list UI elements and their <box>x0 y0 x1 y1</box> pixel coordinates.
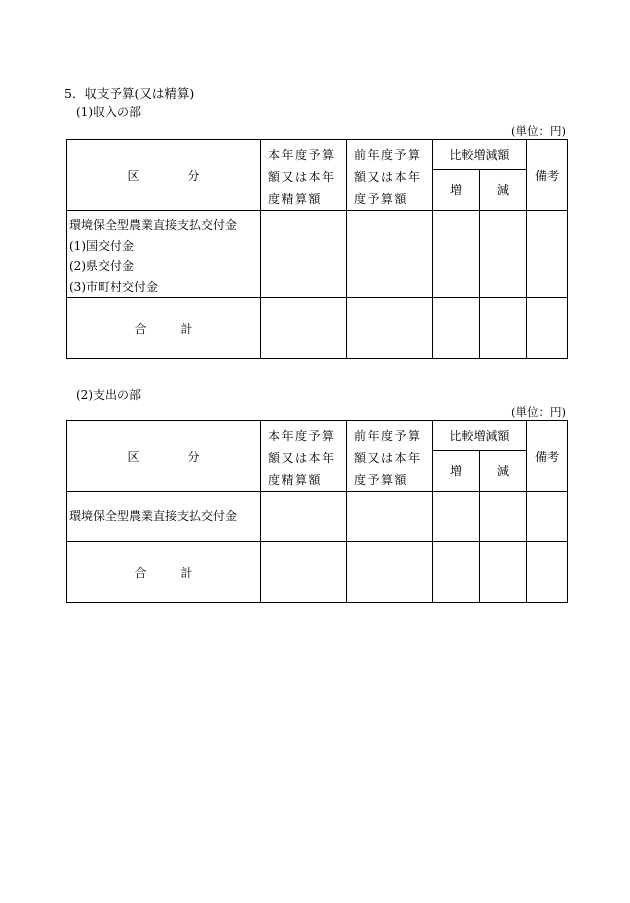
income-remarks-cell[interactable] <box>527 211 568 298</box>
expense-total-decrease-cell[interactable] <box>480 542 527 603</box>
expense-items-cell <box>67 492 261 542</box>
previous-year-header <box>347 421 433 492</box>
income-total-char-2: 計 <box>180 321 193 336</box>
income-items-cell <box>67 211 261 298</box>
income-item: (1)国交付金 <box>69 238 134 253</box>
previous-year-header-line-1: 前年度予算 <box>354 148 422 162</box>
previous-year-header-line-2: 額又は本年 <box>354 451 422 465</box>
category-header-char-2: 分 <box>187 449 200 464</box>
income-item: (3)市町村交付金 <box>69 279 158 294</box>
expense-table <box>66 420 568 603</box>
current-year-header-line-3: 度精算額 <box>268 473 323 487</box>
income-total-increase-cell[interactable] <box>433 298 480 359</box>
income-current-amount-cell[interactable] <box>261 211 347 298</box>
expense-total-current-cell[interactable] <box>261 542 347 603</box>
income-table <box>66 139 568 359</box>
comparison-header: 比較増減額 <box>433 140 527 170</box>
current-year-header-line-2: 額又は本年 <box>268 170 336 184</box>
remarks-header: 備考 <box>527 140 568 211</box>
expense-total-char-1: 合 <box>134 565 147 580</box>
current-year-header-line-1: 本年度予算 <box>268 429 336 443</box>
section-heading: 5．収支予算(又は精算) <box>64 86 195 101</box>
previous-year-header-line-3: 度予算額 <box>354 473 409 487</box>
income-decrease-cell[interactable] <box>480 211 527 298</box>
expense-decrease-cell[interactable] <box>480 492 527 542</box>
current-year-header-line-3: 度精算額 <box>268 192 323 206</box>
income-previous-amount-cell[interactable] <box>347 211 433 298</box>
expense-total-label <box>67 542 261 603</box>
income-total-char-1: 合 <box>134 321 147 336</box>
income-increase-cell[interactable] <box>433 211 480 298</box>
comparison-header: 比較増減額 <box>433 421 527 451</box>
previous-year-header <box>347 140 433 211</box>
expense-unit-label: (単位：円) <box>511 405 566 419</box>
category-header-char-1: 区 <box>127 449 140 464</box>
expense-previous-amount-cell[interactable] <box>347 492 433 542</box>
income-total-decrease-cell[interactable] <box>480 298 527 359</box>
category-header <box>67 140 261 211</box>
expense-section-title: (2)支出の部 <box>76 388 141 402</box>
current-year-header-line-1: 本年度予算 <box>268 148 336 162</box>
income-total-label <box>67 298 261 359</box>
expense-remarks-cell[interactable] <box>527 492 568 542</box>
expense-total-remarks-cell[interactable] <box>527 542 568 603</box>
income-item: 環境保全型農業直接支払交付金 <box>69 218 238 232</box>
expense-total-increase-cell[interactable] <box>433 542 480 603</box>
increase-header: 増 <box>433 450 480 491</box>
increase-header: 増 <box>433 169 480 210</box>
category-header <box>67 421 261 492</box>
income-item: (2)県交付金 <box>69 259 134 273</box>
income-total-previous-cell[interactable] <box>347 298 433 359</box>
previous-year-header-line-3: 度予算額 <box>354 192 409 206</box>
current-year-header <box>261 140 347 211</box>
income-total-current-cell[interactable] <box>261 298 347 359</box>
previous-year-header-line-1: 前年度予算 <box>354 429 422 443</box>
expense-item: 環境保全型農業直接支払交付金 <box>69 509 238 524</box>
expense-current-amount-cell[interactable] <box>261 492 347 542</box>
expense-increase-cell[interactable] <box>433 492 480 542</box>
decrease-header: 減 <box>480 450 527 491</box>
decrease-header: 減 <box>480 169 527 210</box>
category-header-char-2: 分 <box>187 168 200 183</box>
income-total-remarks-cell[interactable] <box>527 298 568 359</box>
category-header-char-1: 区 <box>127 168 140 183</box>
expense-total-previous-cell[interactable] <box>347 542 433 603</box>
previous-year-header-line-2: 額又は本年 <box>354 170 422 184</box>
current-year-header-line-2: 額又は本年 <box>268 451 336 465</box>
income-section-title: (1)収入の部 <box>76 105 141 119</box>
current-year-header <box>261 421 347 492</box>
income-unit-label: (単位：円) <box>511 124 566 138</box>
expense-total-char-2: 計 <box>180 565 193 580</box>
remarks-header: 備考 <box>527 421 568 492</box>
